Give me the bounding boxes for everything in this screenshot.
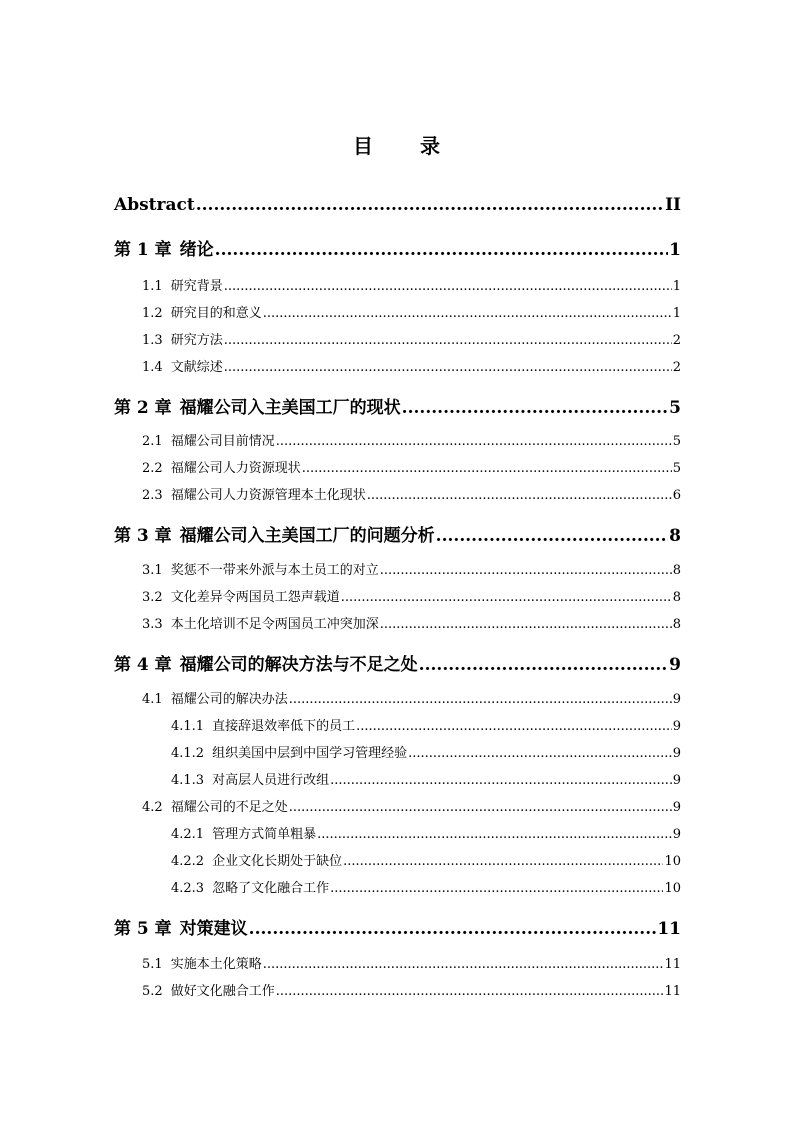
toc-entry-label: 第 1 章 绪论 [114,240,214,260]
leader-dots [436,526,668,546]
toc-entry-1-4[interactable] [114,356,681,375]
toc-page-number: 5 [672,434,681,449]
leader-dots [249,919,657,939]
toc-entry-label: 4.2.3 忽略了文化融合工作 [171,881,330,896]
toc-entry-5-1[interactable] [114,953,681,972]
toc-entry-label: 4.2 福耀公司的不足之处 [142,800,288,815]
toc-entry-chapter-3[interactable] [114,521,681,546]
toc-page-number: 6 [672,488,681,503]
toc-entry-label: 第 3 章 福耀公司入主美国工厂的问题分析 [114,526,435,546]
toc-page-number: 8 [672,617,681,632]
toc-page-number: 9 [672,692,681,707]
leader-dots [196,195,664,215]
toc-entry-chapter-2[interactable] [114,393,681,418]
toc-entry-5-2[interactable] [114,980,681,999]
toc-entry-label: 1.2 研究目的和意义 [142,306,262,321]
toc-page-number: 8 [669,526,681,546]
toc-entry-label: 4.2.2 企业文化长期处于缺位 [171,854,343,869]
leader-dots [367,488,672,503]
toc-entry-2-3[interactable] [114,484,681,503]
toc-page-number: 8 [672,590,681,605]
toc-entry-label: 2.2 福耀公司人力资源现状 [142,461,301,476]
toc-page-number: 11 [664,984,681,999]
leader-dots [402,398,668,418]
toc-entry-1-3[interactable] [114,329,681,348]
toc-entry-label: 3.1 奖惩不一带来外派与本土员工的对立 [142,563,379,578]
toc-page-number: 9 [672,800,681,815]
leader-dots [380,617,672,632]
toc-entry-label: 第 5 章 对策建议 [114,919,248,939]
toc-entry-chapter-1[interactable] [114,235,681,260]
toc-entry-4-2-1[interactable] [114,823,681,842]
leader-dots [380,563,672,578]
leader-dots [408,746,672,761]
toc-entry-label: 第 4 章 福耀公司的解决方法与不足之处 [114,655,418,675]
toc-page-number: 9 [672,827,681,842]
leader-dots [276,984,664,999]
toc-entry-3-3[interactable] [114,613,681,632]
leader-dots [263,957,664,972]
toc-entry-2-1[interactable] [114,430,681,449]
toc-entry-4-2[interactable] [114,796,681,815]
toc-entry-label: 2.3 福耀公司人力资源管理本土化现状 [142,488,366,503]
leader-dots [317,827,672,842]
toc-entry-4-2-2[interactable] [114,850,681,869]
leader-dots [276,434,672,449]
leader-dots [343,854,663,869]
toc-page-number: 2 [672,360,681,375]
leader-dots [224,279,672,294]
leader-dots [215,240,668,260]
toc-entry-label: 4.1.3 对高层人员进行改组 [171,773,330,788]
toc-page-number: 10 [664,881,681,896]
leader-dots [289,692,672,707]
toc-entry-4-1-3[interactable] [114,769,681,788]
toc-entry-3-2[interactable] [114,586,681,605]
toc-entry-1-2[interactable] [114,302,681,321]
toc-entry-label: 1.3 研究方法 [142,333,223,348]
toc-entry-label: 3.2 文化差异令两国员工怨声载道 [142,590,340,605]
toc-page-number: 9 [669,655,681,675]
toc-page-number: 1 [672,306,681,321]
toc-entry-4-2-3[interactable] [114,877,681,896]
toc-entry-2-2[interactable] [114,457,681,476]
toc-page-number: 8 [672,563,681,578]
toc-entry-label: 4.1.2 组织美国中层到中国学习管理经验 [171,746,408,761]
toc-page-number: 9 [672,773,681,788]
toc-page-number: 5 [672,461,681,476]
toc-page-number: 11 [664,957,681,972]
toc-title: 目 录 [353,134,460,158]
toc-entry-label: 5.2 做好文化融合工作 [142,984,275,999]
leader-dots [263,306,672,321]
leader-dots [356,719,672,734]
toc-entry-label: 2.1 福耀公司目前情况 [142,434,275,449]
toc-entry-4-1[interactable] [114,688,681,707]
toc-entry-label: 4.1.1 直接辞退效率低下的员工 [171,719,356,734]
toc-page-number: 10 [664,854,681,869]
toc-entry-label: Abstract [114,195,195,215]
leader-dots [330,773,672,788]
toc-entry-4-1-2[interactable] [114,742,681,761]
toc-page-number: 1 [672,279,681,294]
toc-entry-label: 5.1 实施本土化策略 [142,957,262,972]
toc-entry-label: 3.3 本土化培训不足令两国员工冲突加深 [142,617,379,632]
toc-entry-1-1[interactable] [114,275,681,294]
toc-entry-4-1-1[interactable] [114,715,681,734]
leader-dots [289,800,672,815]
leader-dots [330,881,663,896]
toc-entry-label: 4.1 福耀公司的解决办法 [142,692,288,707]
leader-dots [224,333,672,348]
toc-page-number: 5 [669,398,681,418]
leader-dots [419,655,668,675]
toc-entry-label: 第 2 章 福耀公司入主美国工厂的现状 [114,398,401,418]
toc-page-number: 11 [657,919,681,939]
toc-entry-abstract[interactable] [114,195,681,215]
toc-page-number: 2 [672,333,681,348]
toc-entry-chapter-4[interactable] [114,650,681,675]
toc-entry-3-1[interactable] [114,559,681,578]
leader-dots [224,360,672,375]
toc-entry-label: 4.2.1 管理方式简单粗暴 [171,827,317,842]
leader-dots [302,461,672,476]
toc-entry-label: 1.4 文献综述 [142,360,223,375]
leader-dots [341,590,672,605]
toc-page-number: II [665,195,681,215]
toc-entry-label: 1.1 研究背景 [142,279,223,294]
toc-page-number: 1 [669,240,681,260]
toc-page-number: 9 [672,719,681,734]
toc-page-number: 9 [672,746,681,761]
toc-entry-chapter-5[interactable] [114,914,681,939]
